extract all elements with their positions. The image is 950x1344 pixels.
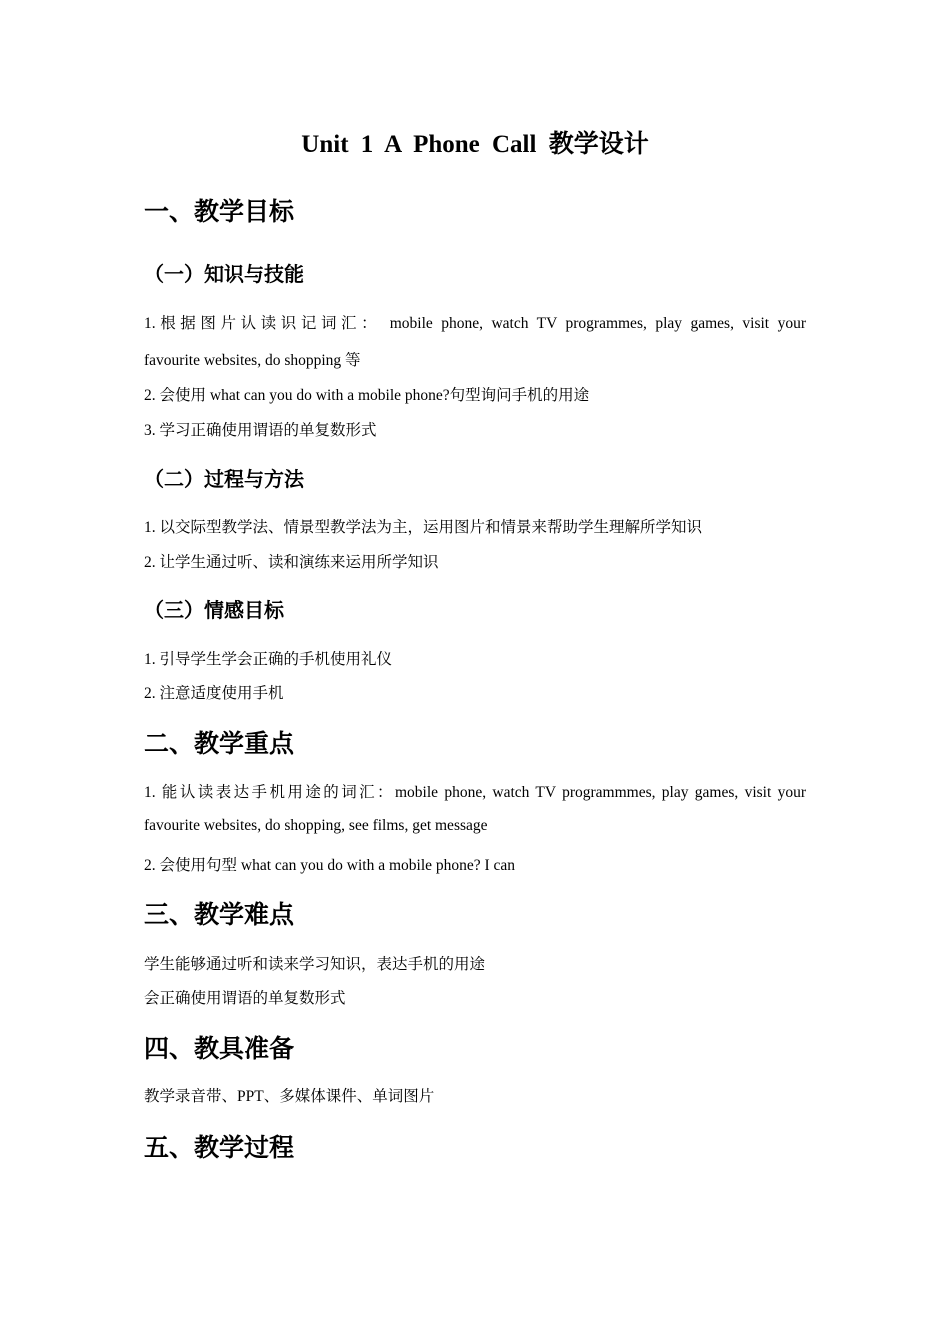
- paragraph-line: 学生能够通过听和读来学习知识，表达手机的用途: [144, 956, 486, 973]
- section-heading-objectives: 一、教学目标: [144, 197, 295, 226]
- paragraph-line: 1. 能认读表达手机用途的词汇：mobile phone, watch TV programmmes, play games, visit your: [144, 784, 806, 801]
- paragraph-line: 1. 引导学生学会正确的手机使用礼仪: [144, 651, 393, 668]
- section-heading-key-points: 二、教学重点: [144, 729, 295, 758]
- section-heading-process: 五、教学过程: [144, 1133, 295, 1162]
- paragraph-line: 教学录音带、PPT、多媒体课件、单词图片: [144, 1088, 435, 1105]
- paragraph-line: 2. 注意适度使用手机: [144, 685, 284, 702]
- paragraph-line: 2. 会使用句型 what can you do with a mobile phone? I can: [144, 857, 516, 874]
- section-heading-materials: 四、教具准备: [144, 1034, 295, 1063]
- section-heading-difficulties: 三、教学难点: [144, 900, 295, 929]
- paragraph-line: 2. 让学生通过听、读和演练来运用所学知识: [144, 554, 439, 571]
- subheading-emotional-goals: （三）情感目标: [144, 598, 284, 622]
- paragraph-line: favourite websites, do shopping 等: [144, 352, 361, 369]
- paragraph-line: 1. 以交际型教学法、情景型教学法为主，运用图片和情景来帮助学生理解所学知识: [144, 519, 703, 536]
- subheading-process-methods: （二）过程与方法: [144, 467, 304, 491]
- paragraph-line: 3. 学习正确使用谓语的单复数形式: [144, 422, 377, 439]
- paragraph-line: favourite websites, do shopping, see films, get message: [144, 817, 488, 834]
- subheading-knowledge-skills: （一）知识与技能: [144, 262, 304, 286]
- document-title: Unit 1 A Phone Call 教学设计: [301, 131, 649, 158]
- paragraph-line: 2. 会使用 what can you do with a mobile phone?句型询问手机的用途: [144, 387, 590, 404]
- paragraph-line: 会正确使用谓语的单复数形式: [144, 990, 346, 1007]
- paragraph-line: 1.根据图片认读识记词汇： mobile phone, watch TV programmes, play games, visit your: [144, 315, 806, 332]
